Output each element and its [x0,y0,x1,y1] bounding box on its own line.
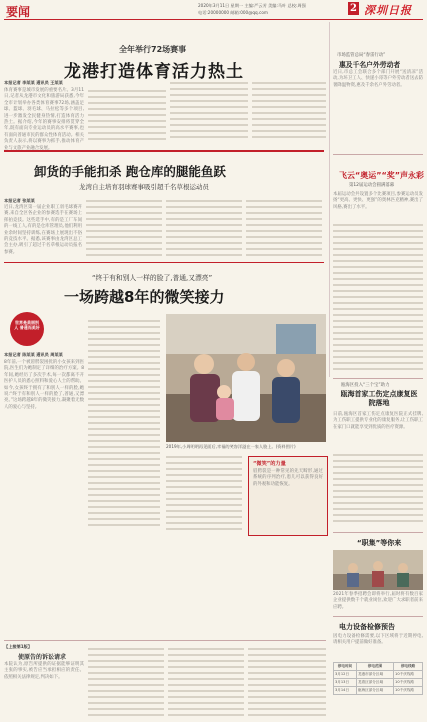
lead-story [4,22,326,151]
main-story [4,264,326,639]
photo-caption: 2019年,小周明明再见面后,幸福的笑容洋溢在一家人脸上。(资料图片) [166,444,296,449]
item4-body: 2021年春季招聘会即将举行,届时将有数百家企业提供数千个就业岗位,欢迎广大求职者前来应聘。 [333,592,423,610]
lead-body: 体育赛事是城市发展的重要名片。3月11日,记者从龙港市文化和旅游局获悉,今年全市计划举办各类体育赛事72场,涵盖足球、篮球、羽毛球、马拉松等多个项目,进一步激发全民健身热情,打造体育活力热土。据介绍,今年的赛事安排将贯穿全年,既有面向专业运动员的高水平赛事,也有面向普通市民的群众性体育活动。相关负责人表示,将以赛事为抓手,推动体育产业与文旅产业融合发展。 [4,88,84,151]
right-item-4 [333,534,423,614]
table-row [334,679,423,687]
sidebar-body: 唇腭裂是一种常见的先天畸形,通过系统的序列治疗,患儿可以获得良好的外观和功能恢复。 [253,469,323,487]
item4-headline: “职集”等你来 [357,539,402,547]
table-header: 停电范围 [356,663,393,671]
table-header: 停电时间 [334,663,357,671]
bottom-label: 【上接第1版】 [4,644,33,649]
sidebar-headline: “微笑”的力量 [253,461,286,467]
lead-byline: 本报记者 李某某 通讯员 王某某 [4,80,63,85]
feature-story [4,150,324,263]
main-headline: 一场跨越8年的微笑接力 [64,288,225,306]
table-cell: 龙港市部分区域 [356,671,393,679]
hotline: 电话:20000000 邮箱:000@qq.com [198,10,268,15]
column-label: 世界是美丽别人 普通而美好 [14,320,40,330]
right-item-1 [333,24,423,152]
table-header-row [334,663,423,671]
item1-kicker: 市场监管总局“春雷行动” [337,53,386,58]
item2-subheadline: 第12届运动会圆满落幕 [349,183,395,188]
column-badge [10,312,44,346]
feature-byline: 本报记者 张某某 [4,198,35,203]
table-cell: 龙湾区部分区域 [356,679,393,687]
table-header: 停电线路 [394,663,423,671]
item2-body: 本届运动会共设置多个比赛项目,参赛运动员发扬“更高、更快、更强”的奥林匹克精神,赛出了风格,赛出了水平。 [333,192,423,210]
feature-subheadline: 龙湾自主培育羽球赛事吸引超千名草根运动员 [79,183,209,191]
table-cell: 10千伏线路 [394,687,423,695]
right-item-2 [333,156,423,376]
item3-body: 日前,瓯海区首家工伤定点康复医院正式挂牌,为工伤职工提供专业化的康复服务,让工伤职工在家门口就能享受到优质的医疗资源。 [333,412,423,430]
right-column [333,22,423,720]
item4-photo [333,550,423,590]
main-byline: 本报记者 陈某某 通讯员 周某某 [4,352,63,357]
table-cell: 瓯海区部分区域 [356,687,393,695]
item3-headline: 瓯海首家工伤定点康复医院落地 [340,390,418,407]
item1-headline: 惠及千名户外劳动者 [339,61,401,69]
table-cell: 3月12日 [334,671,357,679]
table-row [334,687,423,695]
right-item-3 [333,380,423,530]
item1-body: 近日,市总工会联合多个部门开展“送清凉”活动,为环卫工人、快递小哥等户外劳动者送去防暑降温物资,惠及千余名户外劳动者。 [333,70,423,88]
story-photo [166,314,326,442]
logo: 深圳日报 [364,4,412,17]
date-line: 2020年3月11日 星期一 主编:严云芳 美编:马叶 总校:周强 [198,3,306,8]
item2-headline: 飞云“奥运”“奖”声永彩 [339,171,425,180]
table-cell: 10千伏线路 [394,671,423,679]
section-label: 要闻 [6,5,31,19]
sidebar-box [248,456,328,536]
table-row [334,671,423,679]
bottom-story [4,644,326,720]
table-cell: 10千伏线路 [394,679,423,687]
bottom-body: 本院认为,原告所提供的证据能够证明其主张的事实,被告应当承担相应的责任。依照相关法律规定,判决如下。 [4,662,84,680]
lead-headline: 龙港打造体育活力热土 [64,62,244,82]
table-cell: 3月14日 [334,687,357,695]
feature-headline: 卸货的手能扣杀 跑仓库的腿能鱼跃 [34,164,226,179]
bottom-headline: 使原告的诉讼请求 [18,654,67,661]
page-number: 2 [348,2,359,15]
item3-kicker: 瓯海区投入“三个宝”助力 [341,383,390,388]
feature-body: 近日,龙湾区第一届企业职工羽毛球赛开赛,来自全区各企业的参赛选手在赛场上挥拍竞技。这些选手中,有的是工厂车间的一线工人,有的是仓库管理员,他们利用业余时间坚持训练,在赛场上展现出不俗的竞技水平。据悉,该赛事由龙湾区总工会主办,吸引了超过千名草根运动员报名参赛。 [4,205,82,255]
outage-table [333,662,423,695]
item5-headline: 电力设备检修预告 [339,623,395,631]
main-kicker: “终于有和别人一样的脸了,普通,又漂亮” [92,274,213,282]
table-cell: 3月13日 [334,679,357,687]
right-item-5 [333,618,423,718]
lead-kicker: 全年举行72场赛事 [119,45,187,54]
main-body: 8年前,一个被唇腭裂困扰的小女孩来到医院,医生们为她制定了详细的治疗方案。8年间,她经历了多次手术,每一次都离不开医护人员的悉心照料和爱心人士的帮助。如今,女孩终于拥有了和别人一样的脸,她说:“终于有和别人一样的脸了,普通,又漂亮。”这场跨越8年的微笑接力,凝聚着无数人的爱心与坚持。 [4,360,84,410]
item5-body: 因电力设备检修需要,以下区域将于近期停电,请相关用户提前做好准备。 [333,634,423,646]
